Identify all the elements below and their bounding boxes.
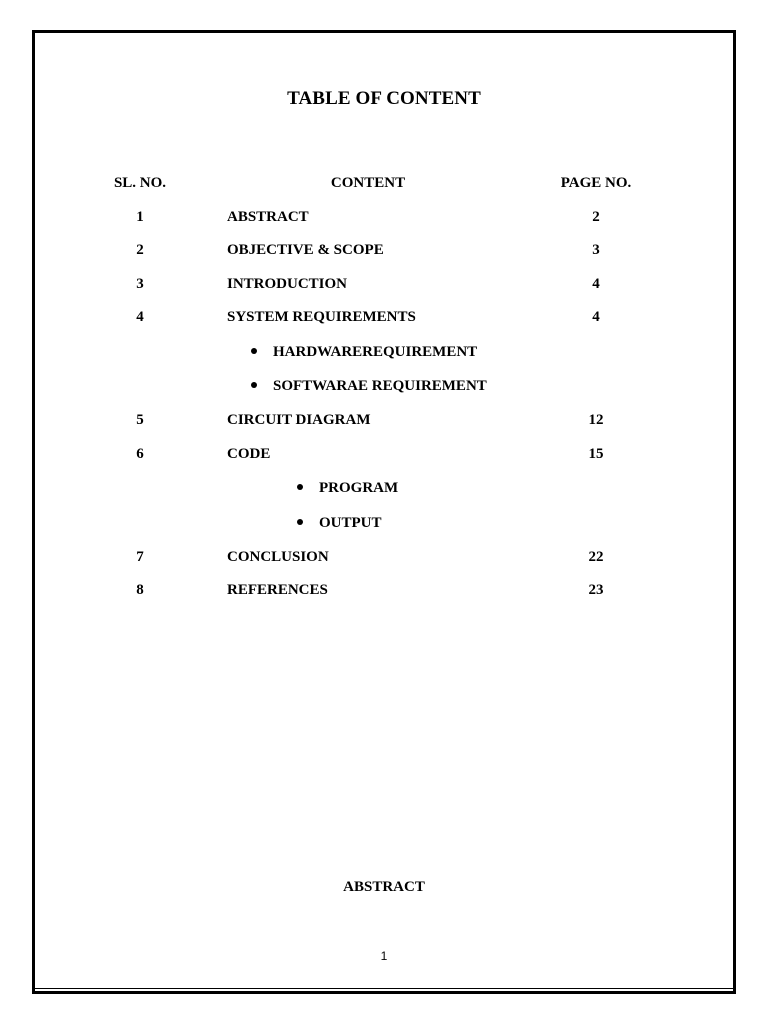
page-border-bottom-rule: [35, 988, 733, 989]
toc-row-content: SYSTEM REQUIREMENTS: [227, 309, 416, 325]
header-sl-no: SL. NO.: [113, 175, 167, 191]
toc-row-sl: 1: [136, 209, 144, 225]
toc-row-content: OBJECTIVE & SCOPE: [227, 242, 384, 258]
toc-sub-item: [297, 515, 382, 532]
toc-row-sl: 6: [136, 446, 144, 462]
toc-row-content: CONCLUSION: [227, 549, 329, 565]
toc-sub-item-label: SOFTWARAE REQUIREMENT: [273, 378, 487, 394]
toc-row-page: 15: [588, 446, 604, 462]
bullet-icon: [297, 519, 303, 525]
toc-sub-item-label: OUTPUT: [319, 515, 382, 531]
toc-row-content: INTRODUCTION: [227, 276, 348, 292]
toc-row-page: 22: [588, 549, 604, 565]
toc-row-page: 4: [592, 276, 600, 292]
bullet-icon: [297, 484, 303, 490]
page-number: 1: [380, 949, 388, 963]
section-heading-abstract: ABSTRACT: [343, 879, 425, 895]
header-page-no: PAGE NO.: [560, 175, 632, 191]
toc-row-page: 23: [588, 582, 604, 598]
toc-row-sl: 5: [136, 412, 144, 428]
toc-row-content: REFERENCES: [227, 582, 328, 598]
toc-row-page: 3: [592, 242, 600, 258]
toc-row-page: 4: [592, 309, 600, 325]
toc-row-sl: 3: [136, 276, 144, 292]
page-title: TABLE OF CONTENT: [287, 88, 481, 109]
toc-row-page: 2: [592, 209, 600, 225]
toc-row-sl: 4: [136, 309, 144, 325]
toc-sub-item: [251, 344, 477, 361]
toc-sub-item-label: PROGRAM: [319, 480, 399, 496]
toc-row-sl: 8: [136, 582, 144, 598]
toc-row-sl: 7: [136, 549, 144, 565]
toc-sub-item: [251, 378, 487, 395]
header-content: CONTENT: [330, 175, 406, 191]
toc-row-content: ABSTRACT: [227, 209, 309, 225]
toc-row-sl: 2: [136, 242, 144, 258]
toc-sub-item: [297, 480, 398, 497]
toc-sub-item-label: HARDWAREREQUIREMENT: [273, 344, 478, 360]
toc-row-content: CODE: [227, 446, 271, 462]
bullet-icon: [251, 382, 257, 388]
bullet-icon: [251, 348, 257, 354]
toc-row-page: 12: [588, 412, 604, 428]
toc-row-content: CIRCUIT DIAGRAM: [227, 412, 371, 428]
